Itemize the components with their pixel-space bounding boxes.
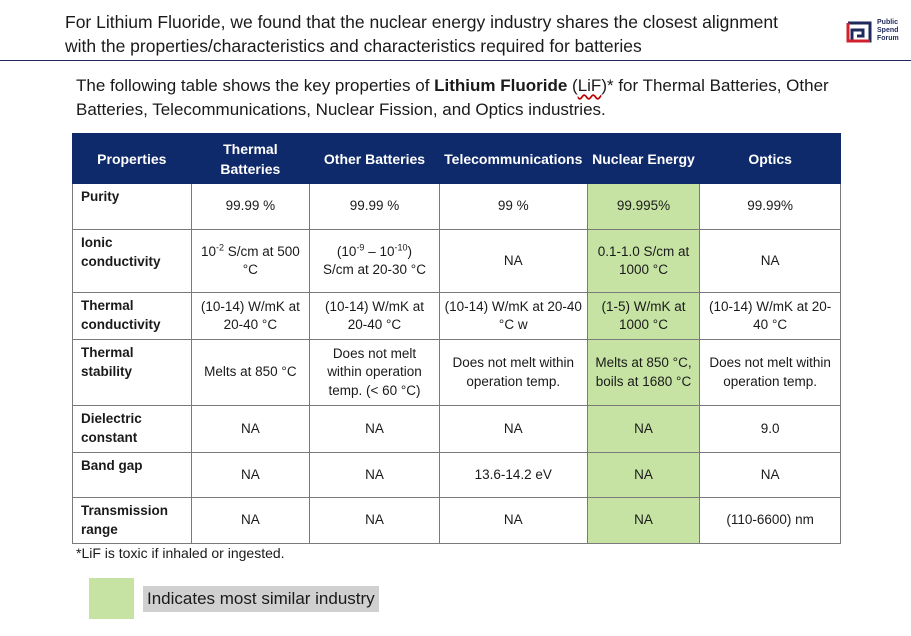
cell-telecom: 99 %	[439, 184, 587, 230]
cell-nuclear: Melts at 850 °C, boils at 1680 °C	[587, 340, 700, 406]
cell-other: 99.99 %	[310, 184, 440, 230]
cell-thermal: 99.99 %	[191, 184, 310, 230]
cell-other	[310, 230, 440, 293]
ionic-other-exponent-2: -10	[394, 242, 408, 252]
cell-nuclear: NA	[587, 453, 700, 498]
intro-compound: Lithium Fluoride	[434, 76, 568, 95]
cell-other: NA	[310, 406, 440, 453]
logo-mark-icon	[846, 21, 872, 43]
property-label: Thermal stability	[73, 340, 192, 406]
ionic-other-rest: S/cm at 20-30 °C	[323, 262, 426, 277]
header-nuclear-energy: Nuclear Energy	[587, 134, 700, 184]
ionic-thermal-base: 10	[200, 243, 216, 259]
table-row	[73, 230, 841, 293]
table-row	[73, 498, 841, 544]
ionic-other-dash: – 10	[364, 243, 395, 259]
cell-thermal: NA	[191, 453, 310, 498]
ionic-other-exponent-1: -9	[356, 242, 365, 252]
properties-table	[72, 133, 841, 544]
cell-telecom: NA	[439, 230, 587, 293]
property-label: Dielectric constant	[73, 406, 192, 453]
cell-optics: NA	[700, 453, 841, 498]
slide-title: For Lithium Fluoride, we found that the nuclear energy industry shares the closest alignment with the properties/characteristics and characteristics required for batteries	[65, 12, 779, 56]
header-telecommunications: Telecommunications	[439, 134, 587, 184]
cell-optics: NA	[700, 230, 841, 293]
table-row	[73, 184, 841, 230]
header-properties: Properties	[73, 134, 192, 184]
property-label: Transmission range	[73, 498, 192, 544]
legend-label: Indicates most similar industry	[143, 586, 379, 612]
ionic-other-close: )	[407, 243, 412, 259]
cell-thermal: Melts at 850 °C	[191, 340, 310, 406]
header-divider	[0, 60, 911, 61]
logo-wordmark: Public Spend Forum	[877, 19, 899, 42]
cell-nuclear: 99.995%	[587, 184, 700, 230]
header-optics: Optics	[700, 134, 841, 184]
cell-nuclear: NA	[587, 406, 700, 453]
cell-telecom: Does not melt within operation temp.	[439, 340, 587, 406]
intro-paragraph	[76, 74, 876, 122]
table-row	[73, 406, 841, 453]
intro-formula: LiF	[577, 76, 602, 95]
cell-optics: 99.99%	[700, 184, 841, 230]
cell-optics: (10-14) W/mK at 20-40 °C	[700, 293, 841, 340]
cell-optics: (110-6600) nm	[700, 498, 841, 544]
table-row	[73, 293, 841, 340]
table-row	[73, 340, 841, 406]
table-header-row	[73, 134, 841, 184]
cell-thermal	[191, 230, 310, 293]
property-label: Thermal conductivity	[73, 293, 192, 340]
cell-telecom: 13.6-14.2 eV	[439, 453, 587, 498]
table-row	[73, 453, 841, 498]
cell-nuclear: NA	[587, 498, 700, 544]
toxicity-footnote: *LiF is toxic if inhaled or ingested.	[76, 545, 285, 561]
cell-other: NA	[310, 453, 440, 498]
cell-telecom: (10-14) W/mK at 20-40 °C w	[439, 293, 587, 340]
header-other-batteries: Other Batteries	[310, 134, 440, 184]
ionic-other-open: (10	[336, 243, 357, 259]
cell-thermal: NA	[191, 498, 310, 544]
cell-other: Does not melt within operation temp. (< 60 °C)	[310, 340, 440, 406]
property-label: Band gap	[73, 453, 192, 498]
public-spend-forum-logo	[846, 18, 906, 46]
ionic-thermal-exponent: -2	[215, 242, 224, 252]
cell-telecom: NA	[439, 406, 587, 453]
intro-suffix: )* for Thermal Batteries, Other Batteries, Telecommunications, Nuclear Fission, and Optics industries.	[76, 76, 829, 119]
ionic-thermal-rest: S/cm at 500 °C	[223, 243, 300, 277]
cell-other: (10-14) W/mK at 20-40 °C	[310, 293, 440, 340]
cell-nuclear: 0.1-1.0 S/cm at 1000 °C	[587, 230, 700, 293]
cell-other: NA	[310, 498, 440, 544]
property-label: Ionic conductivity	[73, 230, 192, 293]
cell-thermal: (10-14) W/mK at 20-40 °C	[191, 293, 310, 340]
cell-optics: 9.0	[700, 406, 841, 453]
legend-swatch	[89, 578, 134, 619]
header-thermal-batteries: Thermal Batteries	[191, 134, 310, 184]
cell-nuclear: (1-5) W/mK at 1000 °C	[587, 293, 700, 340]
intro-prefix: The following table shows the key properties of	[76, 76, 435, 95]
cell-optics: Does not melt within operation temp.	[700, 340, 841, 406]
cell-telecom: NA	[439, 498, 587, 544]
cell-thermal: NA	[191, 406, 310, 453]
intro-open-paren: (	[567, 76, 578, 95]
property-label: Purity	[73, 184, 192, 230]
